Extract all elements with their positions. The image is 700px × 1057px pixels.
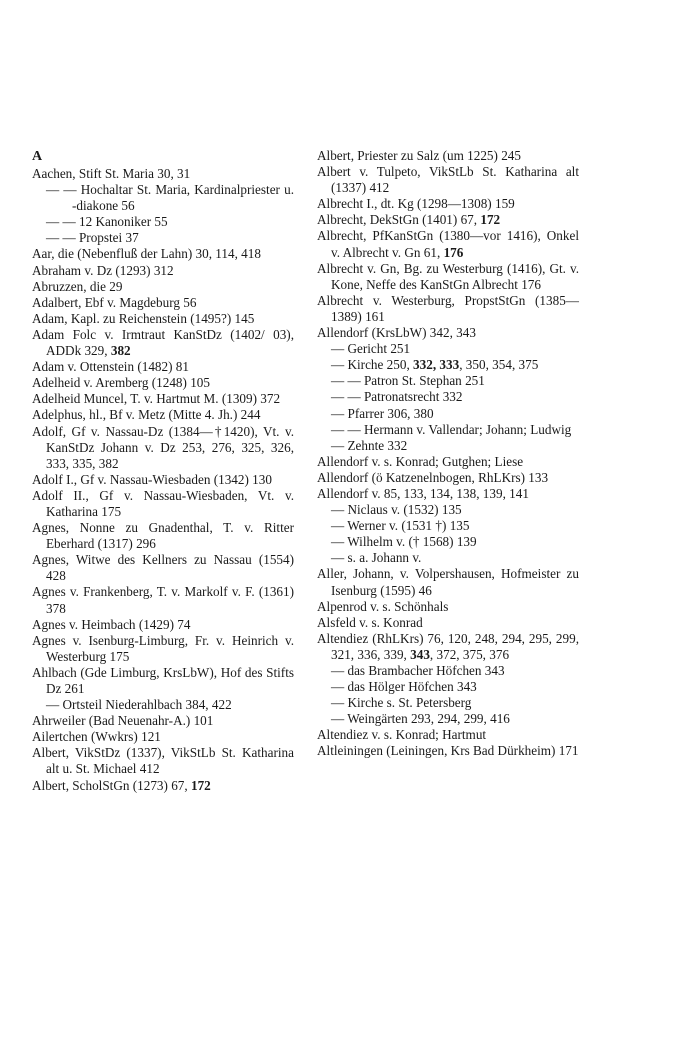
index-entry: Ailertchen (Wwkrs) 121: [32, 729, 161, 745]
index-entry: Abraham v. Dz (1293) 312: [32, 262, 174, 278]
index-entry: — — 12 Kanoniker 55: [46, 214, 168, 230]
index-entry: Adelheid v. Aremberg (1248) 105: [32, 375, 210, 391]
index-entry: Adolf I., Gf v. Nassau-Wiesbaden (1342) 130: [32, 471, 272, 487]
index-entry: — Kirche s. St. Petersberg: [331, 695, 472, 711]
index-entry: Allendorf (ö Katzenelnbogen, RhLKrs) 133: [317, 469, 549, 485]
index-entry: Aller, Johann, v. Volpershausen, Hofmeister zu Isenburg (1595) 46: [317, 566, 579, 598]
index-entry: Adalbert, Ebf v. Magdeburg 56: [32, 294, 197, 310]
index-entry: Adelphus, hl., Bf v. Metz (Mitte 4. Jh.) 244: [32, 407, 261, 423]
index-entry: Agnes v. Isenburg-Limburg, Fr. v. Heinrich v. Westerburg 175: [32, 632, 294, 664]
index-entry: Agnes v. Heimbach (1429) 74: [32, 616, 191, 632]
index-entry: Albert, ScholStGn (1273) 67, 172: [32, 777, 211, 793]
index-entry: Albrecht, PfKanStGn (1380—vor 1416), Onkel v. Albrecht v. Gn 61, 176: [317, 228, 579, 260]
index-entry: — das Brambacher Höfchen 343: [331, 663, 505, 678]
index-entry: Agnes v. Frankenberg, T. v. Markolf v. F. (1361) 378: [32, 584, 294, 616]
index-entry: — Wilhelm v. († 1568) 139: [331, 534, 477, 550]
index-entry: — Weingärten 293, 294, 299, 416: [331, 711, 510, 727]
index-entry: — das Hölger Höfchen 343: [331, 679, 477, 695]
index-entry: Altleiningen (Leiningen, Krs Bad Dürkheim) 171: [317, 743, 579, 759]
index-entry: Agnes, Witwe des Kellners zu Nassau (1554) 428: [32, 552, 294, 584]
index-column-left: [32, 148, 294, 794]
index-entry: — Werner v. (1531 †) 135: [331, 518, 470, 534]
index-entry: Abruzzen, die 29: [32, 278, 123, 294]
index-entry: Albert v. Tulpeto, VikStLb St. Katharina alt (1337) 412: [317, 164, 579, 196]
index-entry-list-left: [32, 166, 294, 794]
index-entry: — Gericht 251: [331, 341, 411, 357]
index-entry: Albrecht I., dt. Kg (1298—1308) 159: [317, 196, 515, 212]
index-entry: — — Hermann v. Vallendar; Johann; Ludwig: [331, 421, 572, 437]
index-entry: Allendorf v. 85, 133, 134, 138, 139, 141: [317, 485, 529, 501]
index-entry: — Kirche 250, 332, 333, 350, 354, 375: [331, 357, 539, 373]
index-entry: Altendiez v. s. Konrad; Hartmut: [317, 727, 487, 743]
index-entry: Adolf, Gf v. Nassau-Dz (1384—†1420), Vt. v. KanStDz Johann v. Dz 253, 276, 325, 326, 333, 335, 382: [32, 423, 294, 471]
index-entry: Adolf II., Gf v. Nassau-Wiesbaden, Vt. v. Katharina 175: [32, 487, 294, 519]
index-entry: Ahlbach (Gde Limburg, KrsLbW), Hof des Stifts Dz 261: [32, 664, 294, 696]
index-entry: — Zehnte 332: [331, 437, 408, 453]
index-entry: Albert, Priester zu Salz (um 1225) 245: [317, 148, 521, 163]
index-entry: Albrecht v. Westerburg, PropstStGn (1385—1389) 161: [317, 292, 579, 324]
index-entry: Allendorf v. s. Konrad; Gutghen; Liese: [317, 453, 524, 469]
index-entry: Allendorf (KrsLbW) 342, 343: [317, 325, 476, 341]
index-entry: — — Patronatsrecht 332: [331, 389, 463, 405]
index-entry: — — Patron St. Stephan 251: [331, 373, 485, 389]
index-entry: — Ortsteil Niederahlbach 384, 422: [46, 697, 232, 713]
index-entry: Aar, die (Nebenfluß der Lahn) 30, 114, 418: [32, 246, 261, 262]
index-entry: — — Propstei 37: [46, 230, 139, 246]
index-entry: Albrecht v. Gn, Bg. zu Westerburg (1416), Gt. v. Kone, Neffe des KanStGn Albrecht 176: [317, 260, 579, 292]
index-entry: Aachen, Stift St. Maria 30, 31: [32, 166, 191, 181]
index-entry: Albert, VikStDz (1337), VikStLb St. Katharina alt u. St. Michael 412: [32, 745, 294, 777]
index-entry: Adam, Kapl. zu Reichenstein (1495?) 145: [32, 310, 255, 326]
index-entry: Agnes, Nonne zu Gnadenthal, T. v. Ritter Eberhard (1317) 296: [32, 520, 294, 552]
index-entry: — — Hochaltar St. Maria, Kardinalpriester u. -diakone 56: [46, 182, 294, 214]
index-entry: — Niclaus v. (1532) 135: [331, 502, 462, 518]
index-entry: Adam Folc v. Irmtraut KanStDz (1402/ 03), ADDk 329, 382: [32, 326, 294, 359]
index-entry: Alpenrod v. s. Schönhals: [317, 598, 449, 614]
index-entry: Albrecht, DekStGn (1401) 67, 172: [317, 212, 501, 228]
section-letter: A: [32, 149, 43, 164]
index-entry: Altendiez (RhLKrs) 76, 120, 248, 294, 295, 299, 321, 336, 339, 343, 372, 375, 376: [317, 630, 579, 662]
index-entry: — s. a. Johann v.: [331, 550, 422, 566]
index-entry: Adelheid Muncel, T. v. Hartmut M. (1309) 372: [32, 391, 281, 407]
index-column-right: [317, 148, 579, 760]
index-entry: Ahrweiler (Bad Neuenahr-A.) 101: [32, 713, 214, 729]
index-entry: Alsfeld v. s. Konrad: [317, 614, 423, 630]
index-entry: Adam v. Ottenstein (1482) 81: [32, 359, 189, 375]
index-entry: — Pfarrer 306, 380: [331, 405, 434, 421]
index-entry-list-right: [317, 148, 579, 760]
